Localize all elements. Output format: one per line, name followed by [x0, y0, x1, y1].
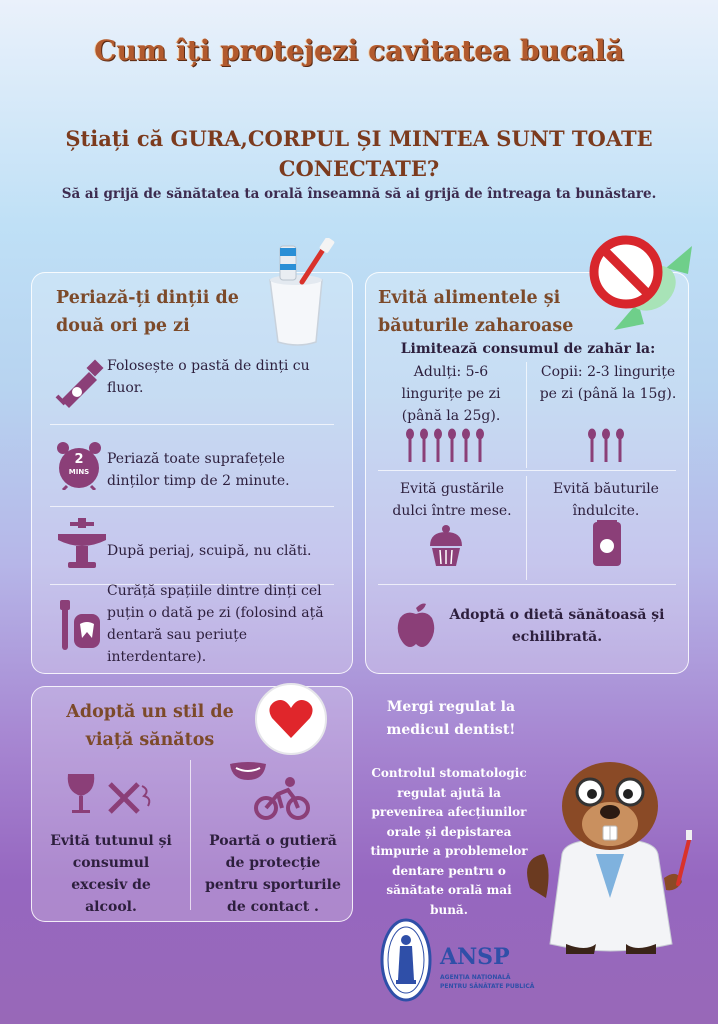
wine-glass-icon [66, 772, 96, 814]
spoon-icon [420, 429, 428, 440]
tip-spit: După periaj, scuipă, nu clăti. [107, 543, 312, 559]
sugar-limit-intro: Limitează consumul de zahăr la: [400, 341, 656, 357]
spoon-handle [465, 438, 468, 462]
floss-icon [56, 598, 104, 654]
dentist-body: Controlul stomatologic regulat ajută la prevenirea afecțiunilor orale și depistarea timpurie a problemelor dentare pentru o sănătate orală mai bună. [370, 766, 528, 917]
no-smoking-icon [104, 780, 156, 816]
spoon-icon [448, 429, 456, 440]
sugar-adults: Adulți: 5-6 lingurițe pe zi (până la 25g). [401, 364, 501, 424]
spoon-handle [479, 438, 482, 462]
spoon-icon [602, 429, 610, 440]
divider [50, 506, 334, 507]
spoon-icon [434, 429, 442, 440]
divider [50, 424, 334, 425]
sugar-snacks: Evită gustările dulci între mese. [392, 481, 512, 519]
spoon-handle [591, 438, 594, 462]
tip-two-minutes: Periază toate suprafețele dinților timp de 2 minute. [107, 451, 290, 489]
org-name-line2: PENTRU SĂNĂTATE PUBLICĂ [440, 983, 535, 990]
divider [526, 362, 527, 468]
cupcake-icon [426, 524, 466, 566]
divider [378, 470, 676, 471]
dentist-heading: Mergi regulat la medicul dentist! [386, 699, 516, 738]
ansp-logo-text: ANSP [440, 944, 510, 970]
apple-icon [396, 602, 436, 648]
sugar-children: Copii: 2-3 lingurițe pe zi (până la 15g). [539, 364, 677, 402]
divider [190, 760, 191, 910]
spoon-icon [406, 429, 414, 440]
toothbrush-cup-icon [258, 238, 338, 348]
spoon-icon [476, 429, 484, 440]
tip-fluoride: Folosește o pastă de dinți cu fluor. [107, 358, 310, 396]
beaver-dentist-illustration [526, 758, 702, 954]
spoon-icon [616, 429, 624, 440]
page-tagline: Să ai grijă de sănătatea ta orală înseamnă să ai grijă de întreaga ta bunăstare. [61, 186, 657, 202]
divider [526, 476, 527, 580]
lifestyle-title: Adoptă un stil de viață sănătos [66, 702, 234, 750]
timer-unit: MINS [68, 468, 90, 476]
spoon-icon [462, 429, 470, 440]
page-title: Cum îți protejezi cavitatea bucală [94, 34, 624, 67]
spoon-handle [619, 438, 622, 462]
sink-icon [56, 518, 108, 570]
heart-icon [252, 680, 330, 758]
sugar-drinks: Evită băuturile îndulcite. [553, 481, 659, 519]
soda-can-icon [591, 520, 623, 568]
tip-interdental: Curăță spațiile dintre dinți cel puțin o dată pe zi (folosind ață dentară sau periuțe interdentare). [107, 583, 324, 665]
org-name-line1: AGENȚIA NAȚIONALĂ [440, 974, 511, 981]
spoon-handle [409, 438, 412, 462]
spoon-handle [423, 438, 426, 462]
sugar-diet: Adoptă o dietă sănătoasă și echilibrată. [449, 607, 665, 645]
spoon-handle [451, 438, 454, 462]
lifestyle-tobacco: Evită tutunul și consumul excesiv de alcool. [50, 833, 172, 915]
toothpaste-icon [55, 356, 107, 408]
adult-spoons-icon [404, 428, 494, 464]
spoon-icon [588, 429, 596, 440]
timer-value: 2 [74, 452, 84, 467]
ansp-seal-logo [380, 918, 432, 1002]
sugar-title: Evită alimentele și băuturile zaharoase [378, 288, 574, 336]
no-candy-icon [588, 232, 698, 334]
spoon-handle [437, 438, 440, 462]
child-spoons-icon [586, 428, 636, 464]
divider [378, 584, 676, 585]
page-subtitle: Știați că GURA,CORPUL ȘI MINTEA SUNT TOATE CONECTATE? [65, 126, 653, 181]
brushing-title: Periază-ți dinții de două ori pe zi [56, 288, 239, 336]
cyclist-icon [254, 776, 310, 820]
spoon-handle [605, 438, 608, 462]
lifestyle-mouthguard: Poartă o gutieră de protecție pentru sporturile de contact . [205, 833, 341, 915]
